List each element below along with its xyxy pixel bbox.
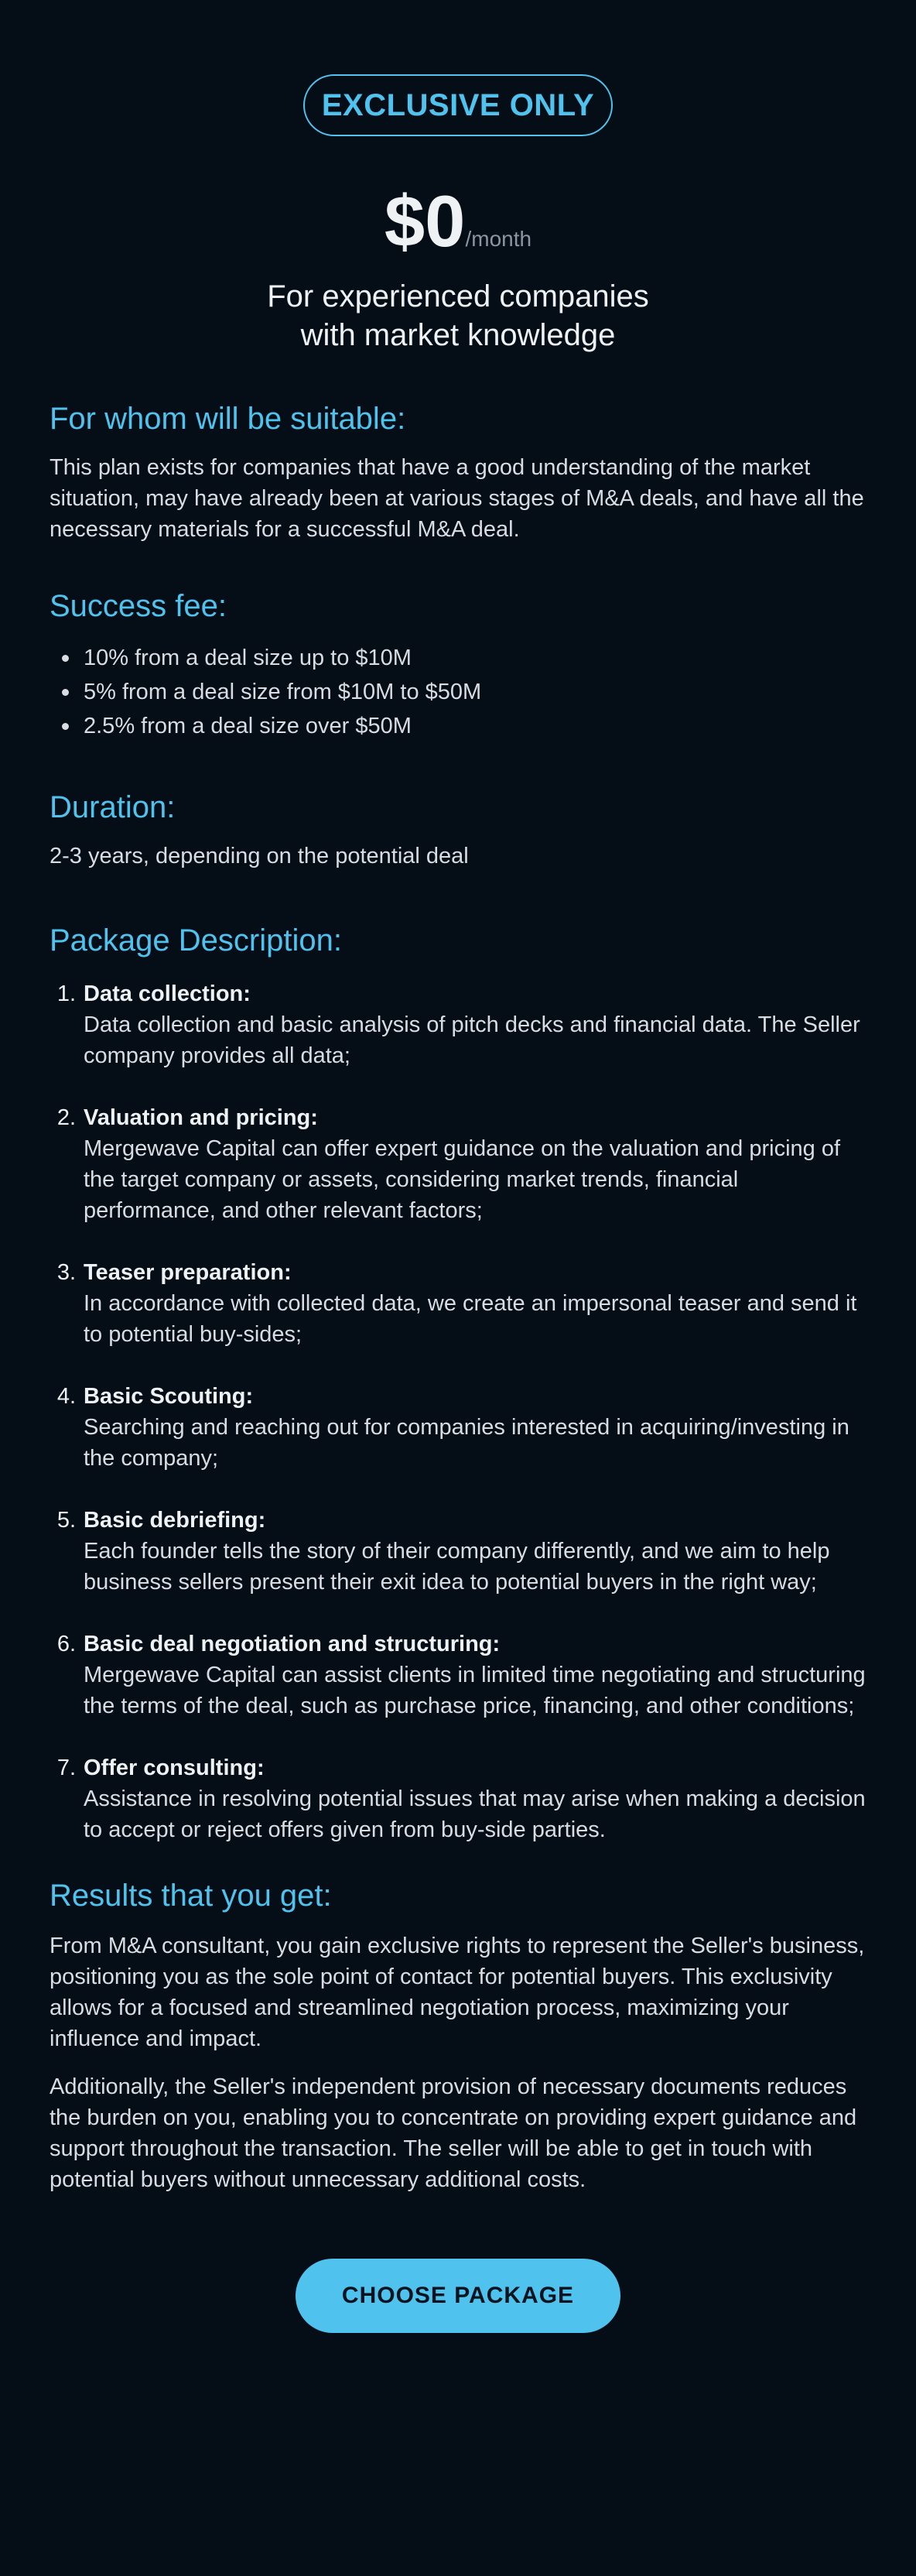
section-title-results: Results that you get:	[50, 1879, 332, 1913]
section-title-success-fee: Success fee:	[50, 589, 227, 623]
plan-details	[0, 399, 916, 2333]
item-description: Each founder tells the story of their company differently, and we aim to help business sellers present their exit idea to potential buyers in the right way;	[84, 1539, 830, 1595]
list-item	[50, 1102, 866, 1226]
list-item	[50, 1629, 866, 1721]
list-item: 10% from a deal size up to $10M	[50, 641, 866, 675]
item-title: Teaser preparation:	[84, 1260, 292, 1285]
plan-tagline	[0, 277, 916, 355]
results-paragraph-2: Additionally, the Seller's independent provision of necessary documents reduces the burden on you, enabling you to concentrate on providing expert guidance and support throughout the transaction. The seller will be able to get in touch with potential buyers without unnecessary additional costs.	[50, 2074, 857, 2192]
section-package	[50, 921, 866, 1845]
item-number: 3.	[56, 1260, 76, 1285]
list-item	[50, 1381, 866, 1474]
section-title-package: Package Description:	[50, 923, 342, 957]
list-item	[50, 978, 866, 1071]
suitable-text: This plan exists for companies that have a good understanding of the market situation, may have already been at various stages of M&A deals, and have all the necessary materials for a successful M&A deal.	[50, 455, 864, 542]
item-number: 5.	[56, 1508, 76, 1533]
duration-text: 2-3 years, depending on the potential deal	[50, 844, 469, 868]
tagline-line-2: with market knowledge	[300, 318, 616, 352]
item-number: 4.	[56, 1384, 76, 1409]
item-title: Data collection:	[84, 981, 251, 1006]
item-title: Offer consulting:	[84, 1756, 265, 1780]
plan-badge: EXCLUSIVE ONLY	[303, 74, 613, 136]
item-title: Basic deal negotiation and structuring:	[84, 1632, 501, 1656]
list-item	[50, 1505, 866, 1598]
item-description: Searching and reaching out for companies interested in acquiring/investing in the company;	[84, 1415, 849, 1471]
item-description: Data collection and basic analysis of pitch decks and financial data. The Seller company provides all data;	[84, 1012, 860, 1068]
item-number: 2.	[56, 1105, 76, 1130]
section-title-suitable: For whom will be suitable:	[50, 402, 406, 436]
item-description: In accordance with collected data, we create an impersonal teaser and send it to potential buy-sides;	[84, 1291, 857, 1347]
section-duration	[50, 788, 866, 872]
item-title: Basic debriefing:	[84, 1508, 266, 1533]
list-item: 2.5% from a deal size over $50M	[50, 709, 866, 743]
success-fee-list	[50, 641, 866, 743]
item-title: Valuation and pricing:	[84, 1105, 318, 1130]
section-results	[50, 1876, 866, 2195]
item-description: Mergewave Capital can assist clients in limited time negotiating and structuring the terms of the deal, such as purchase price, financing, and other conditions;	[84, 1663, 866, 1718]
item-description: Mergewave Capital can offer expert guidance on the valuation and pricing of the target company or assets, considering market trends, financial performance, and other relevant factors;	[84, 1136, 841, 1223]
cta-container	[50, 2259, 866, 2333]
badge-container	[0, 0, 916, 136]
item-number: 1.	[56, 981, 76, 1006]
list-item: 5% from a deal size from $10M to $50M	[50, 675, 866, 709]
tagline-line-1: For experienced companies	[267, 279, 649, 313]
price-period: /month	[465, 227, 532, 251]
results-paragraph-1: From M&A consultant, you gain exclusive rights to represent the Seller's business, positioning you as the sole point of contact for potential buyers. This exclusivity allows for a focused and streamlined negotiation process, maximizing your influence and impact.	[50, 1934, 865, 2051]
package-list	[50, 978, 866, 1845]
list-item	[50, 1257, 866, 1350]
price	[0, 180, 916, 262]
section-title-duration: Duration:	[50, 790, 176, 824]
item-number: 7.	[56, 1756, 76, 1780]
section-success-fee	[50, 587, 866, 743]
section-suitable	[50, 399, 866, 545]
list-item	[50, 1752, 866, 1845]
item-number: 6.	[56, 1632, 76, 1656]
choose-package-button[interactable]: CHOOSE PACKAGE	[296, 2259, 620, 2333]
price-amount: $0	[384, 180, 466, 262]
item-title: Basic Scouting:	[84, 1384, 254, 1409]
item-description: Assistance in resolving potential issues that may arise when making a decision to accept or reject offers given from buy-side parties.	[84, 1786, 866, 1842]
